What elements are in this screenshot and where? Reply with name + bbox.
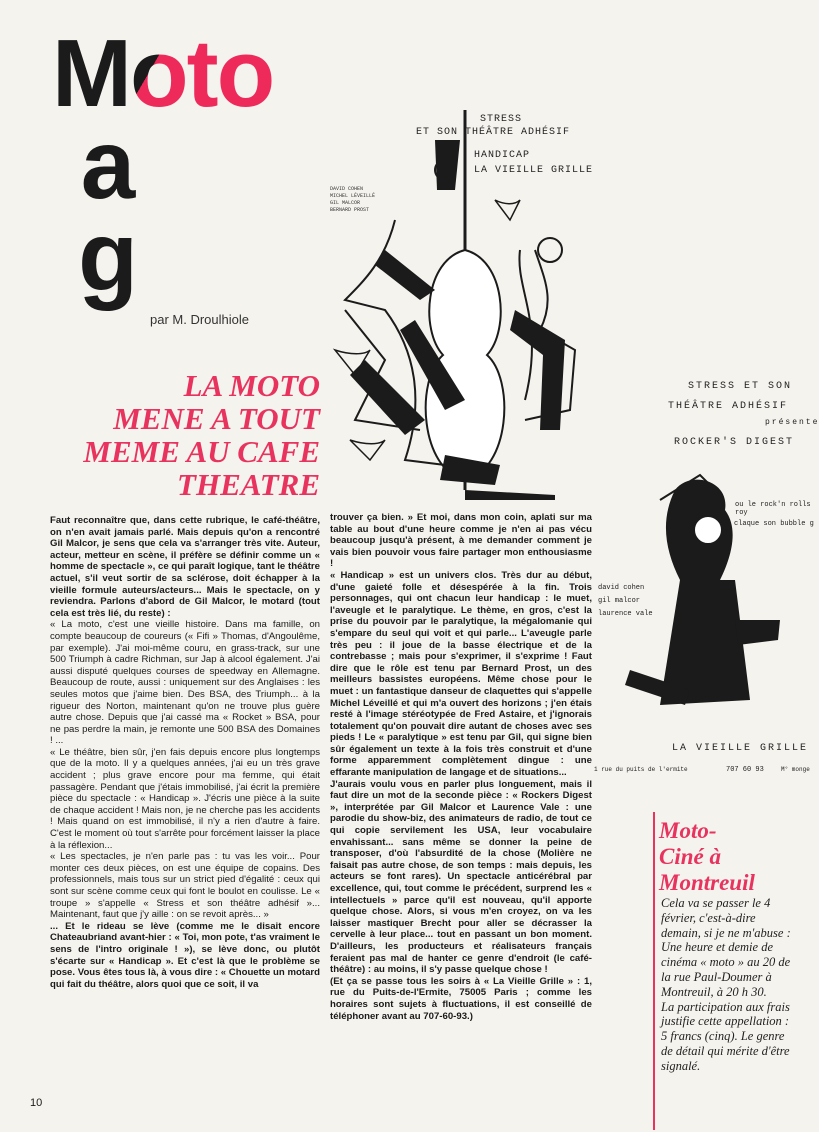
article-paragraph: ... Et le rideau se lève (comme me le disait encore Chateaubriand avant-hier : « Toi, mon pote, t'as vraiment le sens de l'intro originale ! »), se lève donc, ou plutôt s'écarte sur « Handicap ». Et c'est là que le problème se pose. Vous êtes tous là, à vous dire : « Chouette un motard qui fait du théâtre, alors quoi que ce soit, il va (50, 920, 320, 990)
rocker-poster-title: ROCKER'S DIGEST (674, 437, 795, 448)
poster-venue: LA VIEILLE GRILLE (474, 165, 594, 176)
byline: par M. Droulhiole (150, 312, 249, 327)
poster-handicap: HANDICAP (474, 150, 531, 161)
rocker-poster-line: présente (765, 418, 819, 427)
poster-stress: STRESS (480, 114, 523, 125)
rocker-cast-names (598, 582, 653, 621)
article-paragraph: (Et ça se passe tous les soirs à « La Vieille Grille » : 1, rue du Puits-de-l'Ermite, 75005 Paris ; comme les horaires sont sujets à fluctuations, il est conseillé de téléphoner avant au 707-60-93.) (330, 975, 592, 1022)
rocker-poster-line: claque son bubble g (734, 520, 814, 528)
cast-name: david cohen (598, 584, 645, 592)
article-column-2 (330, 512, 592, 1022)
headline-line: THEATRE (177, 467, 320, 502)
masthead-moto-text: Moto (52, 20, 274, 127)
headline-line: MENE A TOUT (113, 401, 320, 436)
headline-line: LA MOTO (183, 368, 320, 403)
masthead-letter-g: g (78, 201, 138, 311)
article-paragraph: Faut reconnaître que, dans cette rubrique, le café-théâtre, on n'en avait jamais parlé. Mais depuis qu'on a rencontré Gil Malcor, je sens que cela va s'arranger très vite. Auteur, acteur, metteur en scène, il préfère se définir comme un « homme de spectacle », ce qui paraît logique, tant le théâtre actuel, s'il veut sortir de sa sclérose, doit échapper à la vieille formule auteurs/acteurs... Mais le spectacle, on y reviendra. Parlons d'abord de Gil Malcor, le motard (tout cela est très lié, du reste) : (50, 515, 320, 619)
sidebar-title-line: Montreuil (659, 870, 755, 895)
article-headline (50, 369, 320, 501)
article-column-1 (50, 515, 320, 990)
poster-credit: DAVID COHEN (330, 186, 364, 192)
cast-name: gil malcor (598, 597, 641, 605)
poster-credit: GIL MALCOR (330, 200, 361, 206)
headline-line: MEME AU CAFE (83, 434, 320, 469)
article-paragraph: J'aurais voulu vous en parler plus longuement, mais il faut dire un mot de la seconde pièce : « Rockers Digest », interprétée par Gil Malcor et Laurence Vale : une parodie du show-biz, des animateurs de radio, de tout ce qui copie servilement les USA, leur vocabulaire envahissant... sans même se donner la peine de transposer, d'où l'absurdité de la chose (Molière ne faisait pas autre chose, de son temps : mais depuis, les acteurs se font rares). Un spectacle anticérébral par excellence, qui, tout comme le précédent, surprend les « intellectuels » parce qu'il est nouveau, qu'il apporte quelque chose. Alors, si vous m'en croyez, on va les laisser mastiquer Brecht pour aller se décrasser la cervelle à leur place... tout en passant un bon moment. D'ailleurs, les producteurs et réalisateurs français feraient pas mal de hanter ce genre d'endroit (le café-théâtre) : au moins, il s'y passe quelque chose ! (330, 778, 592, 976)
sidebar-body (661, 896, 797, 1074)
page-number: 10 (30, 1097, 43, 1109)
rocker-address: 1 rue du puits de l'ermite (594, 766, 688, 773)
article-paragraph: trouver ça bien. » Et moi, dans mon coin, aplati sur ma table au bout d'une heure comme je n'en ai pas vécu beaucoup jusqu'à présent, à me demander comment je vais bien pouvoir vous faire partager mon enthousiasme ! (330, 512, 592, 570)
rocker-poster-line: ou le rock'n rolls roy (735, 501, 811, 517)
sidebar-title-line: Ciné à (659, 844, 721, 869)
sidebar-rule (653, 812, 655, 1130)
masthead-letter-a: a (80, 109, 136, 219)
rocker-phone: 707 60 93 (726, 766, 764, 774)
handicap-poster-illustration (325, 100, 605, 500)
sidebar-paragraph: La participation aux frais justifie cette appellation : 5 francs (cinq). Le genre de détail qui mérite d'être signalé. (661, 999, 790, 1073)
rocker-poster-line: STRESS ET SON (688, 381, 793, 392)
article-paragraph: « Handicap » est un univers clos. Très dur au début, d'une gaieté folle et désespérée à la fin. Trois personnages, qui ont chacun leur handicap : le muet, l'aveugle et le paralytique. Le thème, en gros, c'est la prise du pouvoir par le paralytique, la mégalomanie qui s'empare du seul qui voit et qui parle... L'aveugle parle très peu : il joue de la basse électrique et de la contrebasse ; mais pour s'exprimer, il s'exprime ! Faut dire que le rôle est tenu par Bernard Prost, un des meilleurs bassistes européens. Même chose pour le muet : un fantastique danseur de claquettes qui s'appelle Michel Léveillé et qui m'a ouvert des horizons ; j'en étais resté à l'image stéréotypée de Fred Astaire, et j'ignorais totalement qu'on pouvait dire autant de choses avec ses pieds ! Le « paralytique » est tenu par Gil, qui signe bien sûr également un texte à la fois très construit et d'une forme apparemment complètement dingue : une effarante manipulation de langage et de situations... (330, 569, 592, 779)
rocker-poster-line: THÉÂTRE ADHÉSIF (668, 401, 789, 412)
cast-name: laurence vale (598, 610, 653, 618)
rocker-metro: M° monge (781, 766, 810, 773)
article-paragraph: « Les spectacles, je n'en parle pas : tu vas les voir... Pour monter ces deux pièces, on est une équipe de copains. Des professionnels, mais tous sur un strict pied d'égalité : ceux qui sont sur scène comme ceux qui font le boulot en coulisse. Le « troupe » s'appelle « Stress et son théâtre adhésif »... Maintenant, faut que j'y aille : on se revoit après... » (50, 851, 320, 921)
article-paragraph: « Le théâtre, bien sûr, j'en fais depuis encore plus longtemps que de la moto. Il y a quelques années, j'ai eu un très grave accident ; plus grave encore pour ma femme, qui était passagère. Pendant que j'étais immobilisé, j'ai écrit la première pièce du spectacle : « Handicap ». J'écris une pièce à la suite de chaque accident ! Mais non, je ne cherche pas les accidents ! Mais quand on est immobilisé, il n'y a rien d'autre à faire. C'est le moment où tout s'arrête pour forcément laisser la place à la réflexion... (50, 746, 320, 851)
masthead-mag (68, 109, 148, 311)
rocker-venue: LA VIEILLE GRILLE (672, 743, 809, 754)
sidebar-title (659, 818, 755, 896)
sidebar-title-line: Moto- (659, 818, 717, 843)
article-paragraph: « La moto, c'est une vieille histoire. Dans ma famille, on compte beaucoup de coureurs (« Fifi » Thomas, d'Angoulême, par exemple). J'ai moi-même couru, en grass-track, sur une 500 Triumph à cadre Richman, sur Jap à alcool également. J'ai aussi disputé quelques courses de speedway en Allemagne. Beaucoup de route, aussi : uniquement sur des Anglaises : les seules motos que j'aime bien. Des BSA, des Triumph... à la rigueur des Norton, maintenant qu'on ne trouve plus guère autre chose. Depuis que j'ai cassé ma « Rocket » BSA, pour ne pas perdre la main, je remonte une 500 BSA des Domaines ! ... (50, 619, 320, 747)
poster-credit: BERNARD PROST (330, 207, 370, 213)
sidebar-paragraph: Cela va se passer le 4 février, c'est-à-dire demain, si je ne m'abuse : (661, 896, 791, 940)
poster-theatre-adhesif: ET SON THÉÂTRE ADHÉSIF (416, 127, 571, 138)
poster-credits (330, 186, 375, 214)
sidebar-paragraph: Une heure et demie de cinéma « moto » au 20 de la rue Paul-Doumer à Montreuil, à 20 h 30. (661, 940, 791, 999)
masthead-moto (52, 20, 274, 127)
poster-credit: MICHEL LÉVEILLÉ (330, 193, 376, 199)
